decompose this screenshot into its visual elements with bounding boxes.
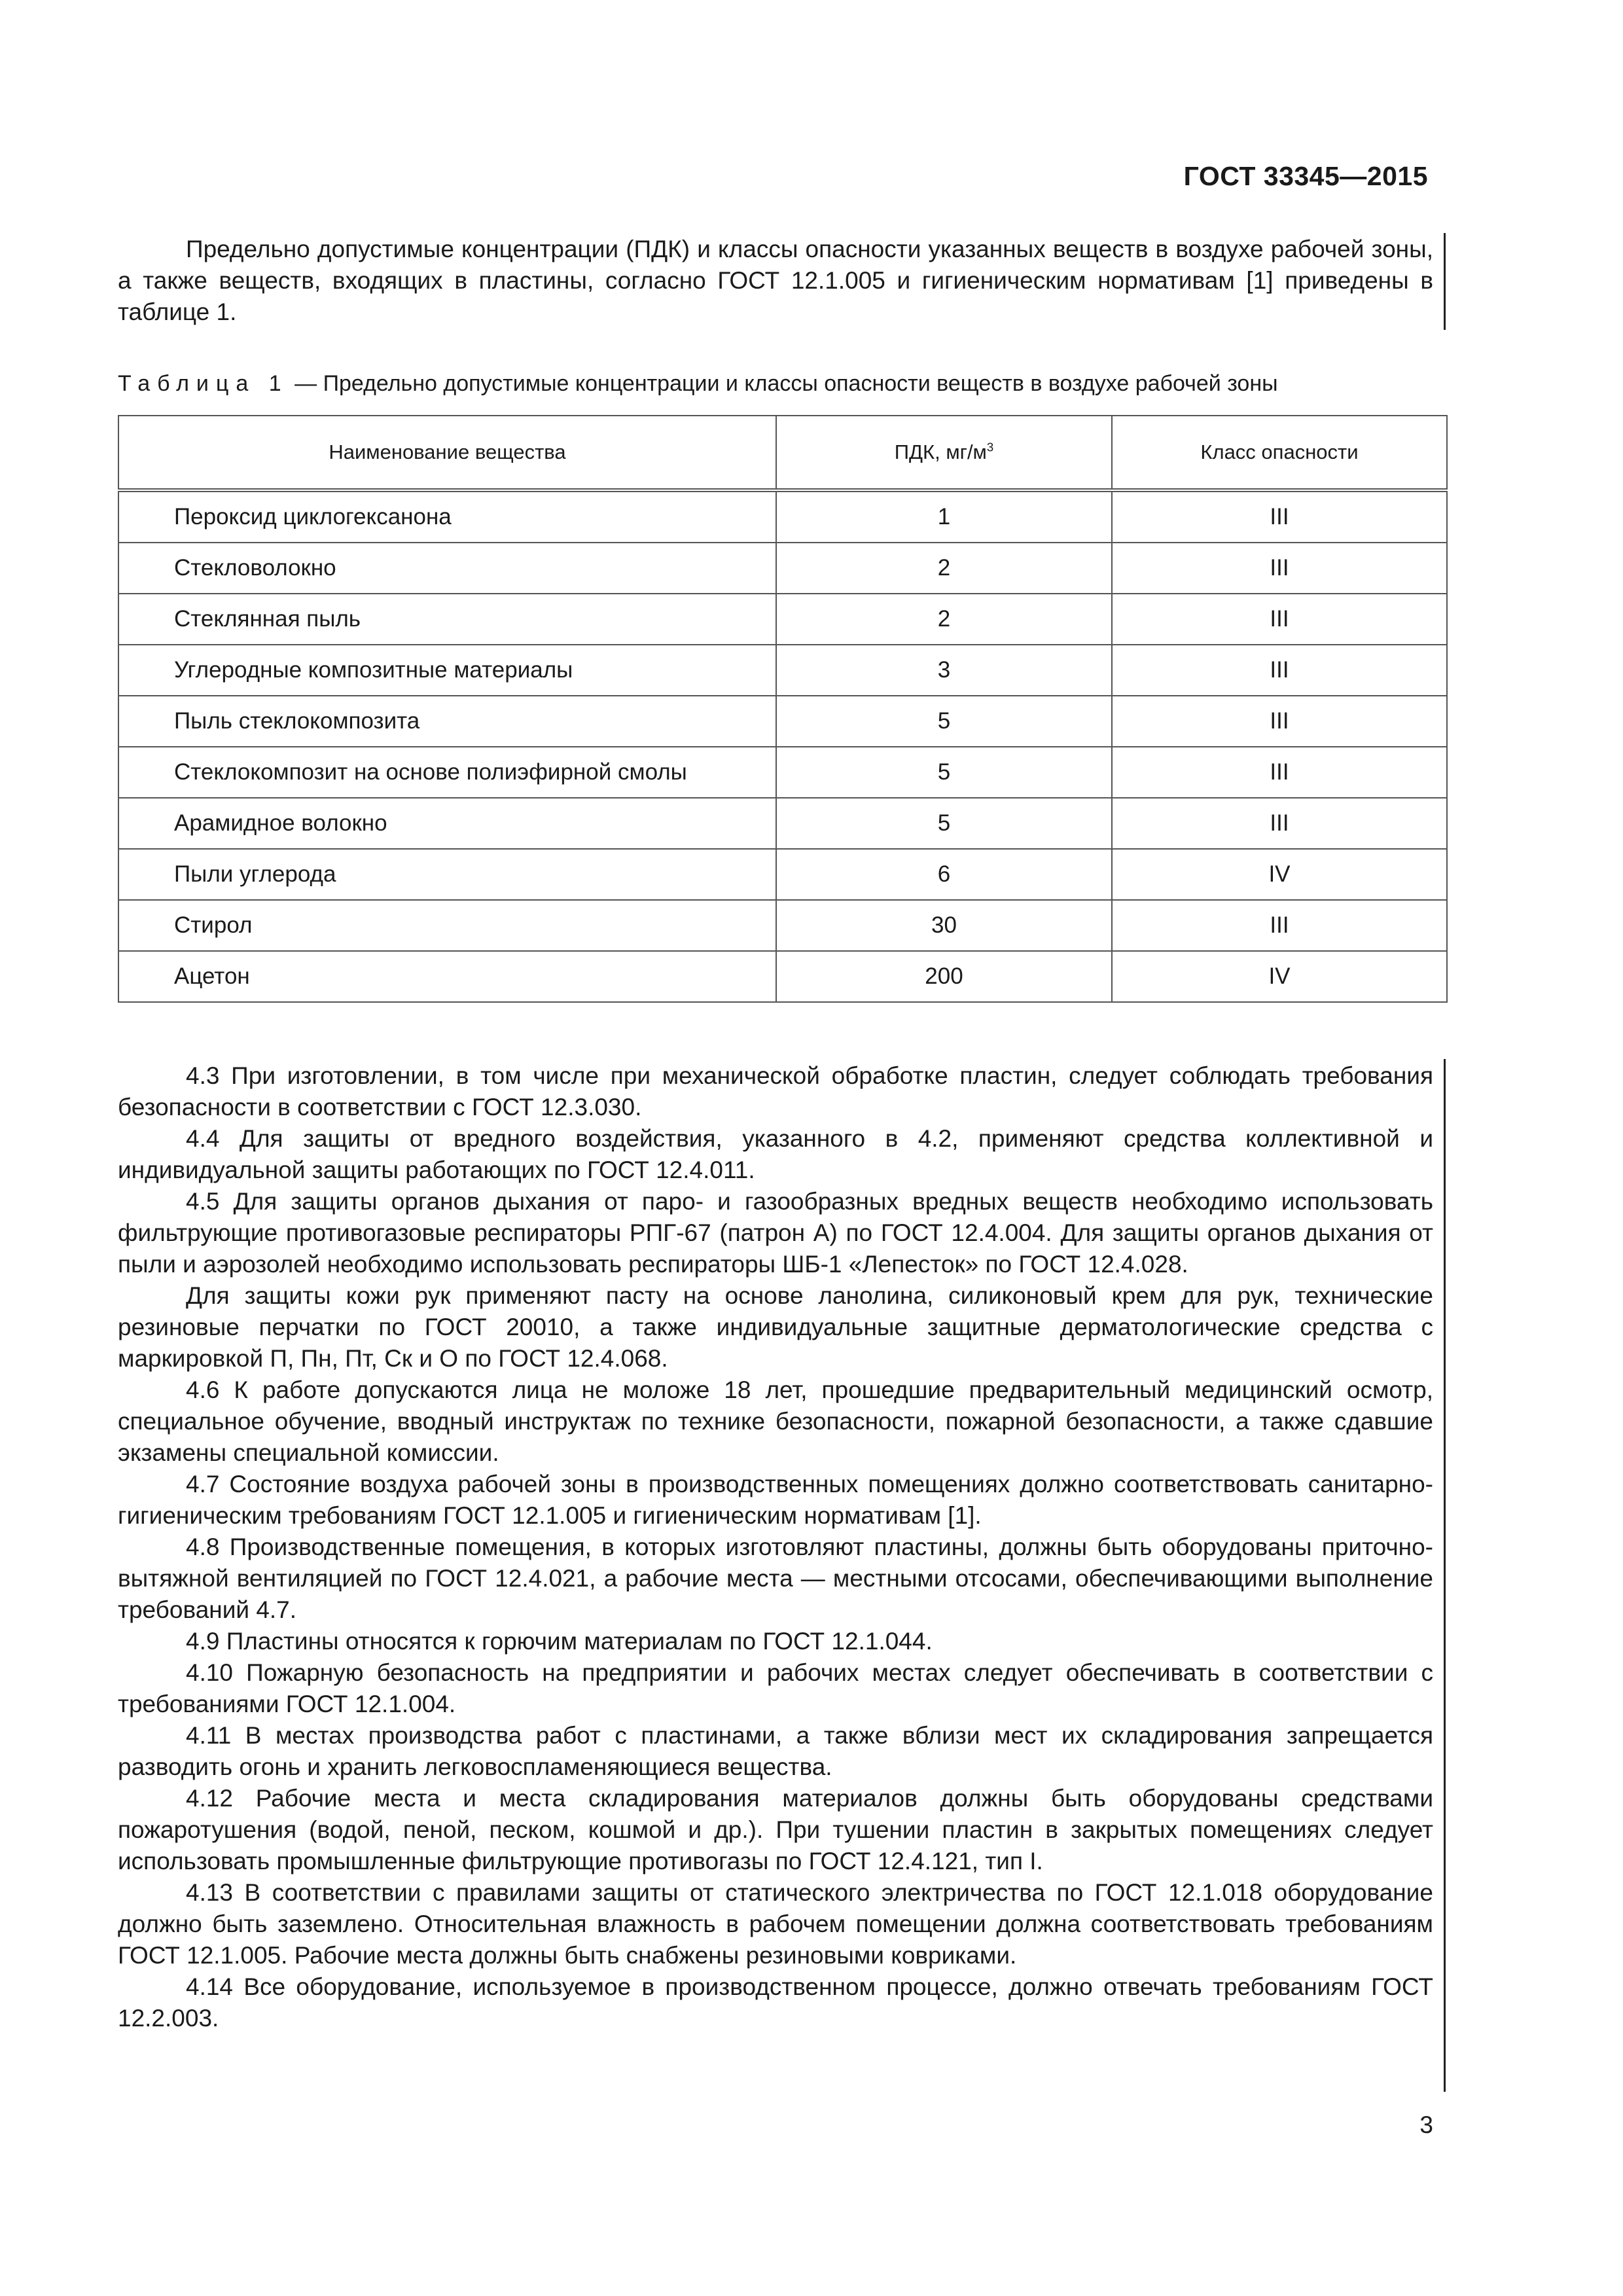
intro-paragraph: Предельно допустимые концентрации (ПДК) и классы опасности указанных веществ в воздухе рабочей зоны, а также веществ, входящих в пластины, согласно ГОСТ 12.1.005 и гигиеническим нормативам [1] приведены в таблице 1. xyxy=(118,236,1433,325)
table-row xyxy=(118,900,1447,951)
column-header-hazard-class: Класс опасности xyxy=(1112,416,1447,490)
pdk-table xyxy=(118,415,1448,1003)
paragraph-4-12: 4.12 Рабочие места и места складирования материалов должны быть оборудованы средствами пожаротушения (водой, пеной, песком, кошмой и др.). При тушении пластин в закрытых помещениях следует использовать промышленные фильтрующие противогазы по ГОСТ 12.4.121, тип I. xyxy=(118,1785,1433,1874)
paragraph-4-14: 4.14 Все оборудование, используемое в производственном процессе, должно отвечать требованиям ГОСТ 12.2.003. xyxy=(118,1973,1433,2032)
substance-name-cell: Пыли углерода xyxy=(118,849,776,900)
hazard-class-cell: III xyxy=(1112,747,1447,798)
substance-name-cell: Стирол xyxy=(118,900,776,951)
table-caption-text: — Предельно допустимые концентрации и классы опасности веществ в воздухе рабочей зоны xyxy=(294,371,1278,396)
table-row xyxy=(118,594,1447,645)
hazard-class-cell: III xyxy=(1112,900,1447,951)
pdk-value-cell: 5 xyxy=(776,696,1112,747)
substance-name-cell: Углеродные композитные материалы xyxy=(118,645,776,696)
pdk-value-cell: 3 xyxy=(776,645,1112,696)
hazard-class-cell: III xyxy=(1112,490,1447,543)
substance-name-cell: Пероксид циклогексанона xyxy=(118,490,776,543)
paragraph-4-9: 4.9 Пластины относятся к горючим материалам по ГОСТ 12.1.044. xyxy=(186,1628,933,1655)
hazard-class-cell: III xyxy=(1112,798,1447,849)
column-header-pdk xyxy=(776,416,1112,490)
table-caption xyxy=(118,369,1440,398)
paragraph-4-4: 4.4 Для защиты от вредного воздействия, указанного в 4.2, применяют средства коллективной и индивидуальной защиты работающих по ГОСТ 12.4.011. xyxy=(118,1125,1433,1183)
substance-name-cell: Стекловолокно xyxy=(118,543,776,594)
hazard-class-cell: IV xyxy=(1112,951,1447,1002)
table-row xyxy=(118,645,1447,696)
hazard-class-cell: III xyxy=(1112,594,1447,645)
pdk-value-cell: 2 xyxy=(776,543,1112,594)
paragraph-4-6: 4.6 К работе допускаются лица не моложе 18 лет, прошедшие предварительный медицинский осмотр, специальное обучение, вводный инструктаж по технике безопасности, пожарной безопасности, а также сдавшие экзамены специальной комиссии. xyxy=(118,1376,1433,1466)
paragraph-4-11: 4.11 В местах производства работ с пластинами, а также вблизи мест их складирования запрещается разводить огонь и хранить легковоспламеняющиеся вещества. xyxy=(118,1722,1433,1780)
safety-requirements-section xyxy=(118,1060,1433,2034)
table-header-row xyxy=(118,416,1447,490)
table-caption-label: Таблица 1 xyxy=(118,371,289,396)
paragraph-4-5: 4.5 Для защиты органов дыхания от паро- и газообразных вредных веществ необходимо использовать фильтрующие противогазовые респираторы РПГ-67 (патрон А) по ГОСТ 12.4.004. Для защиты органов дыхания от пыли и аэрозолей необходимо использовать респираторы ШБ-1 «Лепесток» по ГОСТ 12.4.028. xyxy=(118,1188,1433,1278)
paragraph-4-10: 4.10 Пожарную безопасность на предприятии и рабочих местах следует обеспечивать в соответствии с требованиями ГОСТ 12.1.004. xyxy=(118,1659,1433,1717)
substance-name-cell: Пыль стеклокомпозита xyxy=(118,696,776,747)
page-number: 3 xyxy=(1419,2111,1433,2138)
table-row xyxy=(118,798,1447,849)
revision-bar-intro xyxy=(1444,233,1446,330)
column-header-substance: Наименование вещества xyxy=(118,416,776,490)
pdk-value-cell: 5 xyxy=(776,747,1112,798)
paragraph-4-5-skin: Для защиты кожи рук применяют пасту на основе ланолина, силиконовый крем для рук, технические резиновые перчатки по ГОСТ 20010, а также индивидуальные защитные дерматологические средства с маркировкой П, Пн, Пт, Ск и О по ГОСТ 12.4.068. xyxy=(118,1282,1433,1372)
column-header-pdk-superscript: 3 xyxy=(986,440,994,454)
pdk-value-cell: 6 xyxy=(776,849,1112,900)
table-row xyxy=(118,747,1447,798)
hazard-class-cell: III xyxy=(1112,696,1447,747)
pdk-value-cell: 200 xyxy=(776,951,1112,1002)
table-row xyxy=(118,543,1447,594)
pdk-value-cell: 2 xyxy=(776,594,1112,645)
table-row xyxy=(118,696,1447,747)
pdk-value-cell: 30 xyxy=(776,900,1112,951)
hazard-class-cell: III xyxy=(1112,543,1447,594)
revision-bar-body xyxy=(1444,1059,1446,2092)
paragraph-4-3: 4.3 При изготовлении, в том числе при механической обработке пластин, следует соблюдать требования безопасности в соответствии с ГОСТ 12.3.030. xyxy=(118,1062,1433,1121)
document-code-header: ГОСТ 33345—2015 xyxy=(1183,161,1428,191)
substance-name-cell: Стеклянная пыль xyxy=(118,594,776,645)
column-header-pdk-text: ПДК, мг/м xyxy=(894,440,987,463)
table-row xyxy=(118,849,1447,900)
paragraph-4-7: 4.7 Состояние воздуха рабочей зоны в производственных помещениях должно соответствовать санитарно-гигиеническим требованиям ГОСТ 12.1.005 и гигиеническим нормативам [1]. xyxy=(118,1471,1433,1529)
hazard-class-cell: III xyxy=(1112,645,1447,696)
substance-name-cell: Арамидное волокно xyxy=(118,798,776,849)
table-row xyxy=(118,951,1447,1002)
hazard-class-cell: IV xyxy=(1112,849,1447,900)
paragraph-4-8: 4.8 Производственные помещения, в которых изготовляют пластины, должны быть оборудованы приточно-вытяжной вентиляцией по ГОСТ 12.4.021, а рабочие места — местными отсосами, обеспечивающими выполнение требований 4.7. xyxy=(118,1534,1433,1623)
pdk-value-cell: 1 xyxy=(776,490,1112,543)
substance-name-cell: Ацетон xyxy=(118,951,776,1002)
paragraph-4-13: 4.13 В соответствии с правилами защиты от статического электричества по ГОСТ 12.1.018 оборудование должно быть заземлено. Относительная влажность в рабочем помещении должна соответствовать требованиям ГОСТ 12.1.005. Рабочие места должны быть снабжены резиновыми ковриками. xyxy=(118,1879,1433,1969)
intro-section xyxy=(118,234,1433,328)
pdk-value-cell: 5 xyxy=(776,798,1112,849)
substance-name-cell: Стеклокомпозит на основе полиэфирной смолы xyxy=(118,747,776,798)
table-row xyxy=(118,490,1447,543)
